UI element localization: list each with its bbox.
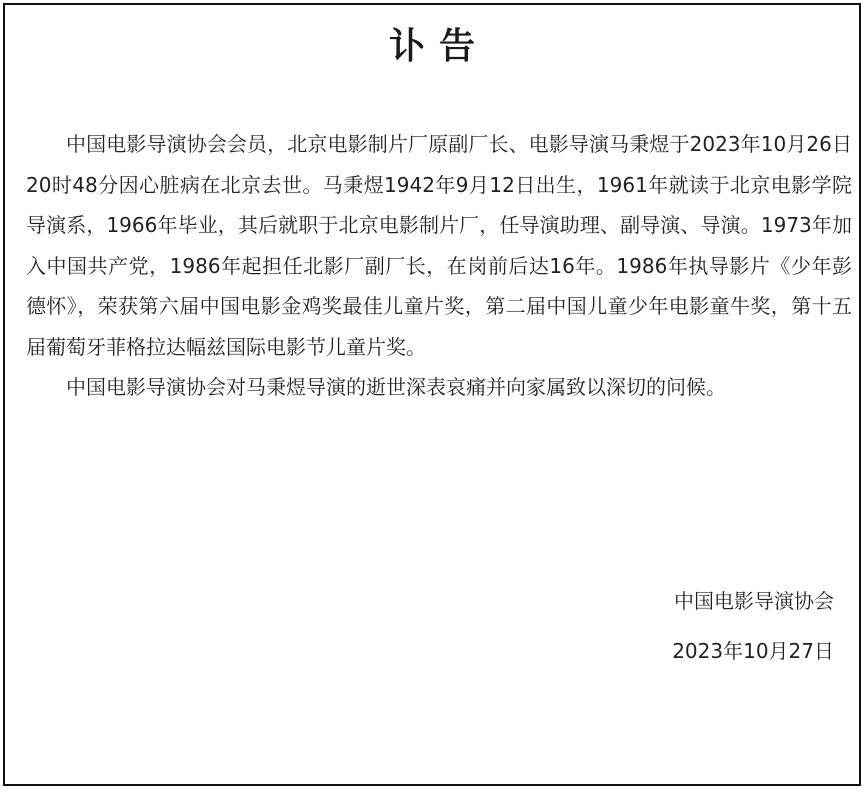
notice-body [26, 124, 852, 408]
body-paragraph: 中国电影导演协会会员，北京电影制片厂原副厂长、电影导演马秉煜于2023年10月26日20时48分因心脏病在北京去世。马秉煜1942年9月12日出生，1961年就读于北京电影学院导演系，1966年毕业，其后就职于北京电影制片厂，任导演助理、副导演、导演。1973年加入中国共产党，1986年起担任北影厂副厂长，在岗前后达16年。1986年执导影片《少年彭德怀》，荣获第六届中国电影金鸡奖最佳儿童片奖，第二届中国儿童少年电影童牛奖，第十五届葡萄牙菲格拉达幅兹国际电影节儿童片奖。 [26, 132, 852, 359]
notice-title: 讣告 [388, 26, 489, 67]
signature-block [672, 576, 834, 676]
signature-organization: 中国电影导演协会 [674, 589, 834, 613]
signature-date: 2023年10月27日 [672, 639, 834, 663]
body-paragraph: 中国电影导演协会对马秉煜导演的逝世深表哀痛并向家属致以深切的问候。 [66, 375, 726, 399]
